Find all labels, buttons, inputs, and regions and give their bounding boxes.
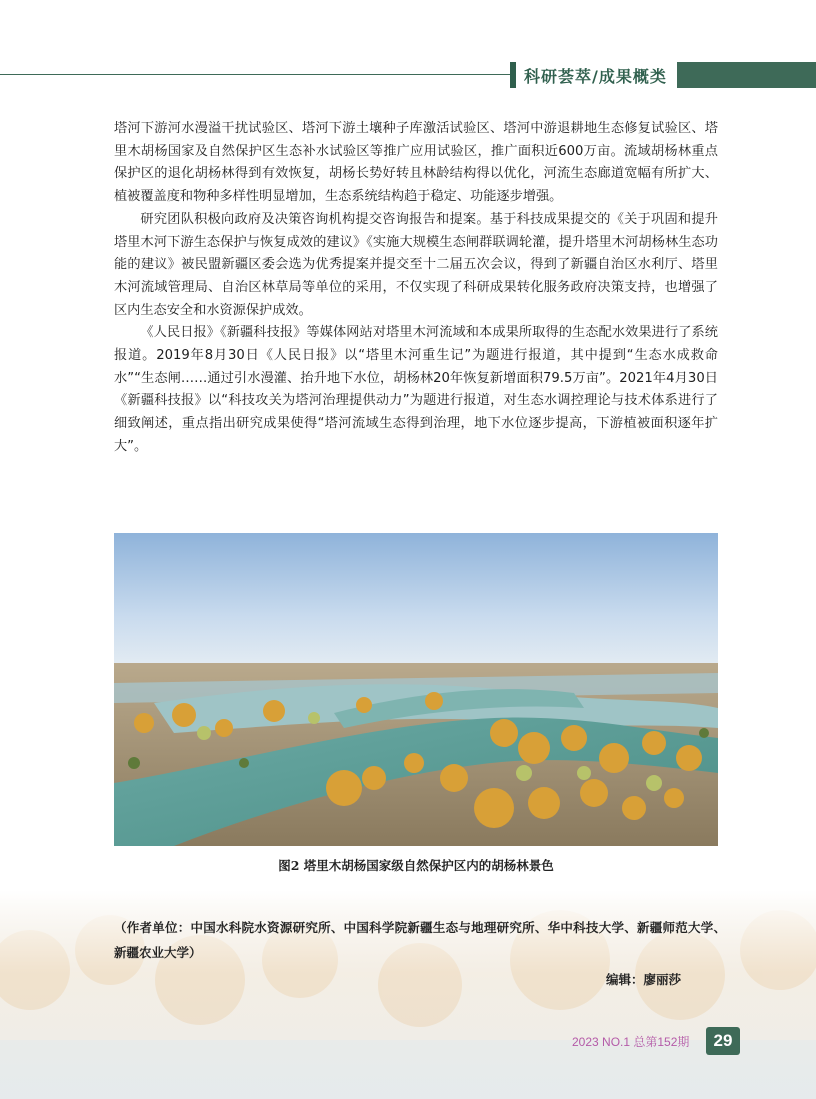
section-header xyxy=(510,62,816,88)
section-label: 科研荟萃/成果概类 xyxy=(524,66,667,86)
paragraph-2: 研究团队积极向政府及决策咨询机构提交咨询报告和提案。基于科技成果提交的《关于巩固和提升塔里木河下游生态保护与恢复成效的建议》《实施大规模生态闸群联调轮灌，提升塔里木河胡杨林生态功能的建议》被民盟新疆区委会选为优秀提案并提交至十二届五次会议，得到了新疆自治区水利厅、塔里木河流域管理局、自治区林草局等单位的采用，不仅实现了科研成果转化服务政府决策支持，也增强了区内生态安全和水资源保护成效。 xyxy=(114,211,718,318)
header-accent-bar xyxy=(510,62,516,88)
figure-caption: 图2 塔里木胡杨国家级自然保护区内的胡杨林景色 xyxy=(278,858,554,873)
author-units: （作者单位：中国水科院水资源研究所、中国科学院新疆生态与地理研究所、华中科技大学、新疆师范大学、新疆农业大学） xyxy=(114,920,726,960)
header-rule xyxy=(0,74,510,75)
article-body xyxy=(114,118,718,459)
issue-info: 2023 NO.1 总第152期 xyxy=(572,1035,690,1049)
page-number: 29 xyxy=(706,1027,740,1055)
editor-credit: 编辑：廖丽莎 xyxy=(606,972,682,987)
paragraph-1: 塔河下游河水漫溢干扰试验区、塔河下游土壤种子库激活试验区、塔河中游退耕地生态修复试验区、塔里木胡杨国家及自然保护区生态补水试验区等推广应用试验区，推广面积近600万亩。流域胡杨林重点保护区的退化胡杨林得到有效恢复，胡杨长势好转且林龄结构得以优化，河流生态廊道宽幅有所扩大、植被覆盖度和物种多样性明显增加，生态系统结构趋于稳定、功能逐步增强。 xyxy=(114,121,718,205)
figure-photo xyxy=(114,533,718,846)
paragraph-3: 《人民日报》《新疆科技报》等媒体网站对塔里木河流域和本成果所取得的生态配水效果进行了系统报道。2019年8月30日《人民日报》以“塔里木河重生记”为题进行报道，其中提到“生态水成救命水”“生态闸……通过引水漫灌、抬升地下水位，胡杨林20年恢复新增面积79.5万亩”。2021年4月30日《新疆科技报》以“科技攻关为塔河治理提供动力”为题进行报道，对生态水调控理论与技术体系进行了细致阐述，重点指出研究成果使得“塔河流域生态得到治理，地下水位逐步提高，下游植被面积逐年扩大”。 xyxy=(114,325,718,454)
header-band xyxy=(677,62,816,88)
